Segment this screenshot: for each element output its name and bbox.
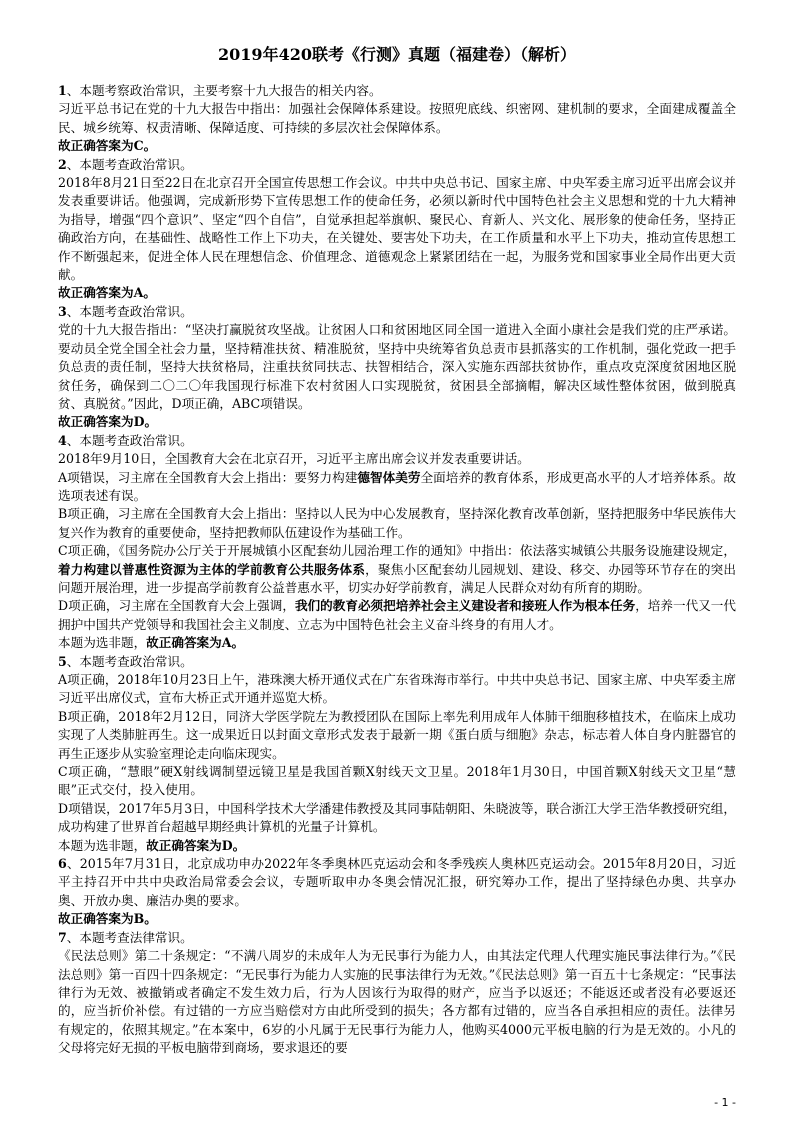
answer-line [58,837,736,855]
paragraph-text: B项正确，习主席在全国教育大会上指出：坚持以人民为中心发展教育，坚持深化教育改革创新，坚持把服务中华民族伟大复兴作为教育的重要使命，坚持把教师队伍建设作为基础工作。 [58,506,736,540]
question-number: 2 [58,156,67,172]
paragraph-text: 全面培养的教育体系，形成更高水平的人才培养体系。故选项表述有误。 [58,469,737,503]
question-heading-text: 、本题考查法律常识。 [66,929,193,945]
question-heading-text: 、本题考察政治常识，主要考察十九大报告的相关内容。 [66,83,382,98]
correct-answer: 故正确答案为D。 [58,414,158,430]
answer-line [58,910,736,928]
explanation-paragraph: D项错误，2017年5月3日，中国科学技术大学潘建伟教授及其同事陆朝阳、朱晓波等，联合浙江大学王浩华教授研究组，成功构建了世界首台超越早期经典计算机的光量子计算机。 [58,800,736,835]
paragraph-text: C项正确，《国务院办公厅关于开展城镇小区配套幼儿园治理工作的通知》中指出：依法落实城镇公共服务设施建设规定， [58,543,736,559]
question-number: 7 [58,929,67,945]
question-heading-text: 、本题考查政治常识。 [66,303,193,319]
explanation-paragraph: 2018年8月21日至22日在北京召开全国宣传思想工作会议。中共中央总书记、国家主席、中央军委主席习近平出席会议并发表重要讲话。他强调，完成新形势下宣传思想工作的使命任务，必须以新时代中国特色社会主义思想和党的十九大精神为指导，增强“四个意识”、坚定“四个自信”，自觉承担起举旗帜、聚民心、育新人、兴文化、展形象的使命任务，坚持正确政治方向，在基础性、战略性工作上下功夫，在关键处、要害处下功夫，在工作质量和水平上下功夫，推动宣传思想工作不断强起来，促进全体人民在理想信念、价值理念、道德观念上紧紧团结在一起，为服务党和国家事业全局作出更大贡献。 [58,175,736,283]
correct-answer: 故正确答案为A。 [58,285,156,301]
paragraph-text: A项错误，习主席在全国教育大会上指出：要努力构建 [58,469,358,485]
question-heading [58,855,736,910]
question-heading-text: 、2015年7月31日，北京成功申办2022年冬季奥林匹克运动会和冬季残疾人奥林匹克运动会。2015年8月20日，习近平主持召开中共中央政治局常委会会议，专题听取申办冬奥会情况汇报，研究筹办工作，提出了坚持绿色办奥、共享办奥、开放办奥、廉洁办奥的要求。 [58,856,736,908]
question-heading [58,929,736,947]
question-heading [58,432,736,450]
question-number: 5 [58,653,67,669]
question-number: 3 [58,303,67,319]
question-heading-text: 、本题考查政治常识。 [66,432,193,448]
correct-answer: 故正确答案为A。 [146,635,245,651]
question-heading-text: 、本题考查政治常识。 [66,653,193,669]
explanation-paragraph [58,597,736,634]
answer-prefix: 本题为选非题， [58,635,147,651]
explanation-paragraph [58,469,736,506]
question-heading [58,653,736,671]
explanation-paragraph: A项正确，2018年10月23日上午，港珠澳大桥开通仪式在广东省珠海市举行。中共中央总书记、国家主席、中央军委主席习近平出席仪式，宣布大桥正式开通并巡览大桥。 [58,672,736,706]
explanation-paragraph [58,542,736,597]
document-title: 2019年420联考《行测》真题（福建卷）（解析） [218,45,576,64]
question-number: 1 [58,83,67,98]
answer-line [58,634,736,652]
explanation-paragraph: C项正确，“慧眼”硬X射线调制望远镜卫星是我国首颗X射线天文卫星。2018年1月30日，中国首颗X射线天文卫星“慧眼”正式交付，投入使用。 [58,764,736,798]
question-heading [58,156,736,174]
explanation-paragraph: 习近平总书记在党的十九大报告中指出：加强社会保障体系建设。按照兜底线、织密网、建机制的要求，全面建成覆盖全民、城乡统筹、权责清晰、保障适度、可持续的多层次社会保障体系。 [58,101,736,135]
explanation-paragraph: 《民法总则》第二十条规定：“不满八周岁的未成年人为无民事行为能力人，由其法定代理人代理实施民事法律行为。”《民法总则》第一百四十四条规定：“无民事行为能力人实施的民事法律行为无效。”《民法总则》第一百五十七条规定：“民事法律行为无效、被撤销或者确定不发生效力后，行为人因该行为取得的财产，应当予以返还；不能返还或者没有必要返还的，应当折价补偿。有过错的一方应当赔偿对方由此所受到的损失；各方都有过错的，应当各自承担相应的责任。法律另有规定的，依照其规定。”在本案中，6岁的小凡属于无民事行为能力人，他购买4000元平板电脑的行为是无效的。小凡的父母将完好无损的平板电脑带到商场，要求退还的要 [58,948,736,1056]
answer-line [58,137,736,155]
answer-line [58,284,736,302]
answer-prefix: 本题为选非题， [58,837,147,853]
correct-answer: 故正确答案为D。 [146,837,246,853]
explanation-paragraph: B项正确，2018年2月12日，同济大学医学院左为教授团队在国际上率先利用成年人体肺干细胞移植技术，在临床上成功实现了人类肺脏再生。这一成果近日以封面文章形式发表于最新一期《蛋白质与细胞》杂志，标志着人体自身内脏器官的再生正逐步从实验室理论走向临床现实。 [58,708,736,761]
page-number: - 1 - [714,1096,736,1109]
emphasis-text: 我们的教育必须把培养社会主义建设者和接班人作为根本任务 [294,598,636,614]
correct-answer: 故正确答案为B。 [58,911,157,927]
correct-answer: 故正确答案为C。 [58,138,157,154]
question-heading [58,303,736,321]
paragraph-text: D项正确，习主席在全国教育大会上强调， [58,598,295,614]
explanation-paragraph [58,505,736,542]
explanation-paragraph: 2018年9月10日，全国教育大会在北京召开，习近平主席出席会议并发表重要讲话。 [58,451,530,467]
paragraph-text: ，聚焦小区配套幼儿园规划、建设、移交、办园等环节存在的突出问题开展治理，进一步提高学前教育公益普惠水平，切实办好学前教育，满足人民群众对幼有所育的期盼。 [58,561,737,595]
document-body [58,82,736,1058]
question-heading-text: 、本题考查政治常识。 [66,156,193,172]
explanation-paragraph: 党的十九大报告指出：“坚决打赢脱贫攻坚战。让贫困人口和贫困地区同全国一道进入全面小康社会是我们党的庄严承诺。要动员全党全国全社会力量，坚持精准扶贫、精准脱贫，坚持中央统筹省负总责市县抓落实的工作机制，强化党政一把手负总责的责任制，坚持大扶贫格局，注重扶贫同扶志、扶智相结合，深入实施东西部扶贫协作，重点攻克深度贫困地区脱贫任务，确保到二〇二〇年我国现行标准下农村贫困人口实现脱贫，贫困县全部摘帽，解决区域性整体贫困，做到脱真贫、真脱贫。”因此，D项正确，ABC项错误。 [58,322,736,411]
paragraph-text: ，培养一代又一代拥护中国共产党领导和我国社会主义制度、立志为中国特色社会主义奋斗终身的有用人才。 [58,598,736,632]
question-number: 6 [58,856,67,872]
emphasis-text: 德智体美劳 [357,469,421,485]
question-number: 4 [58,432,67,448]
question-heading [58,82,736,100]
emphasis-text: 着力构建以普惠性资源为主体的学前教育公共服务体系 [58,561,366,577]
answer-line [58,413,736,431]
